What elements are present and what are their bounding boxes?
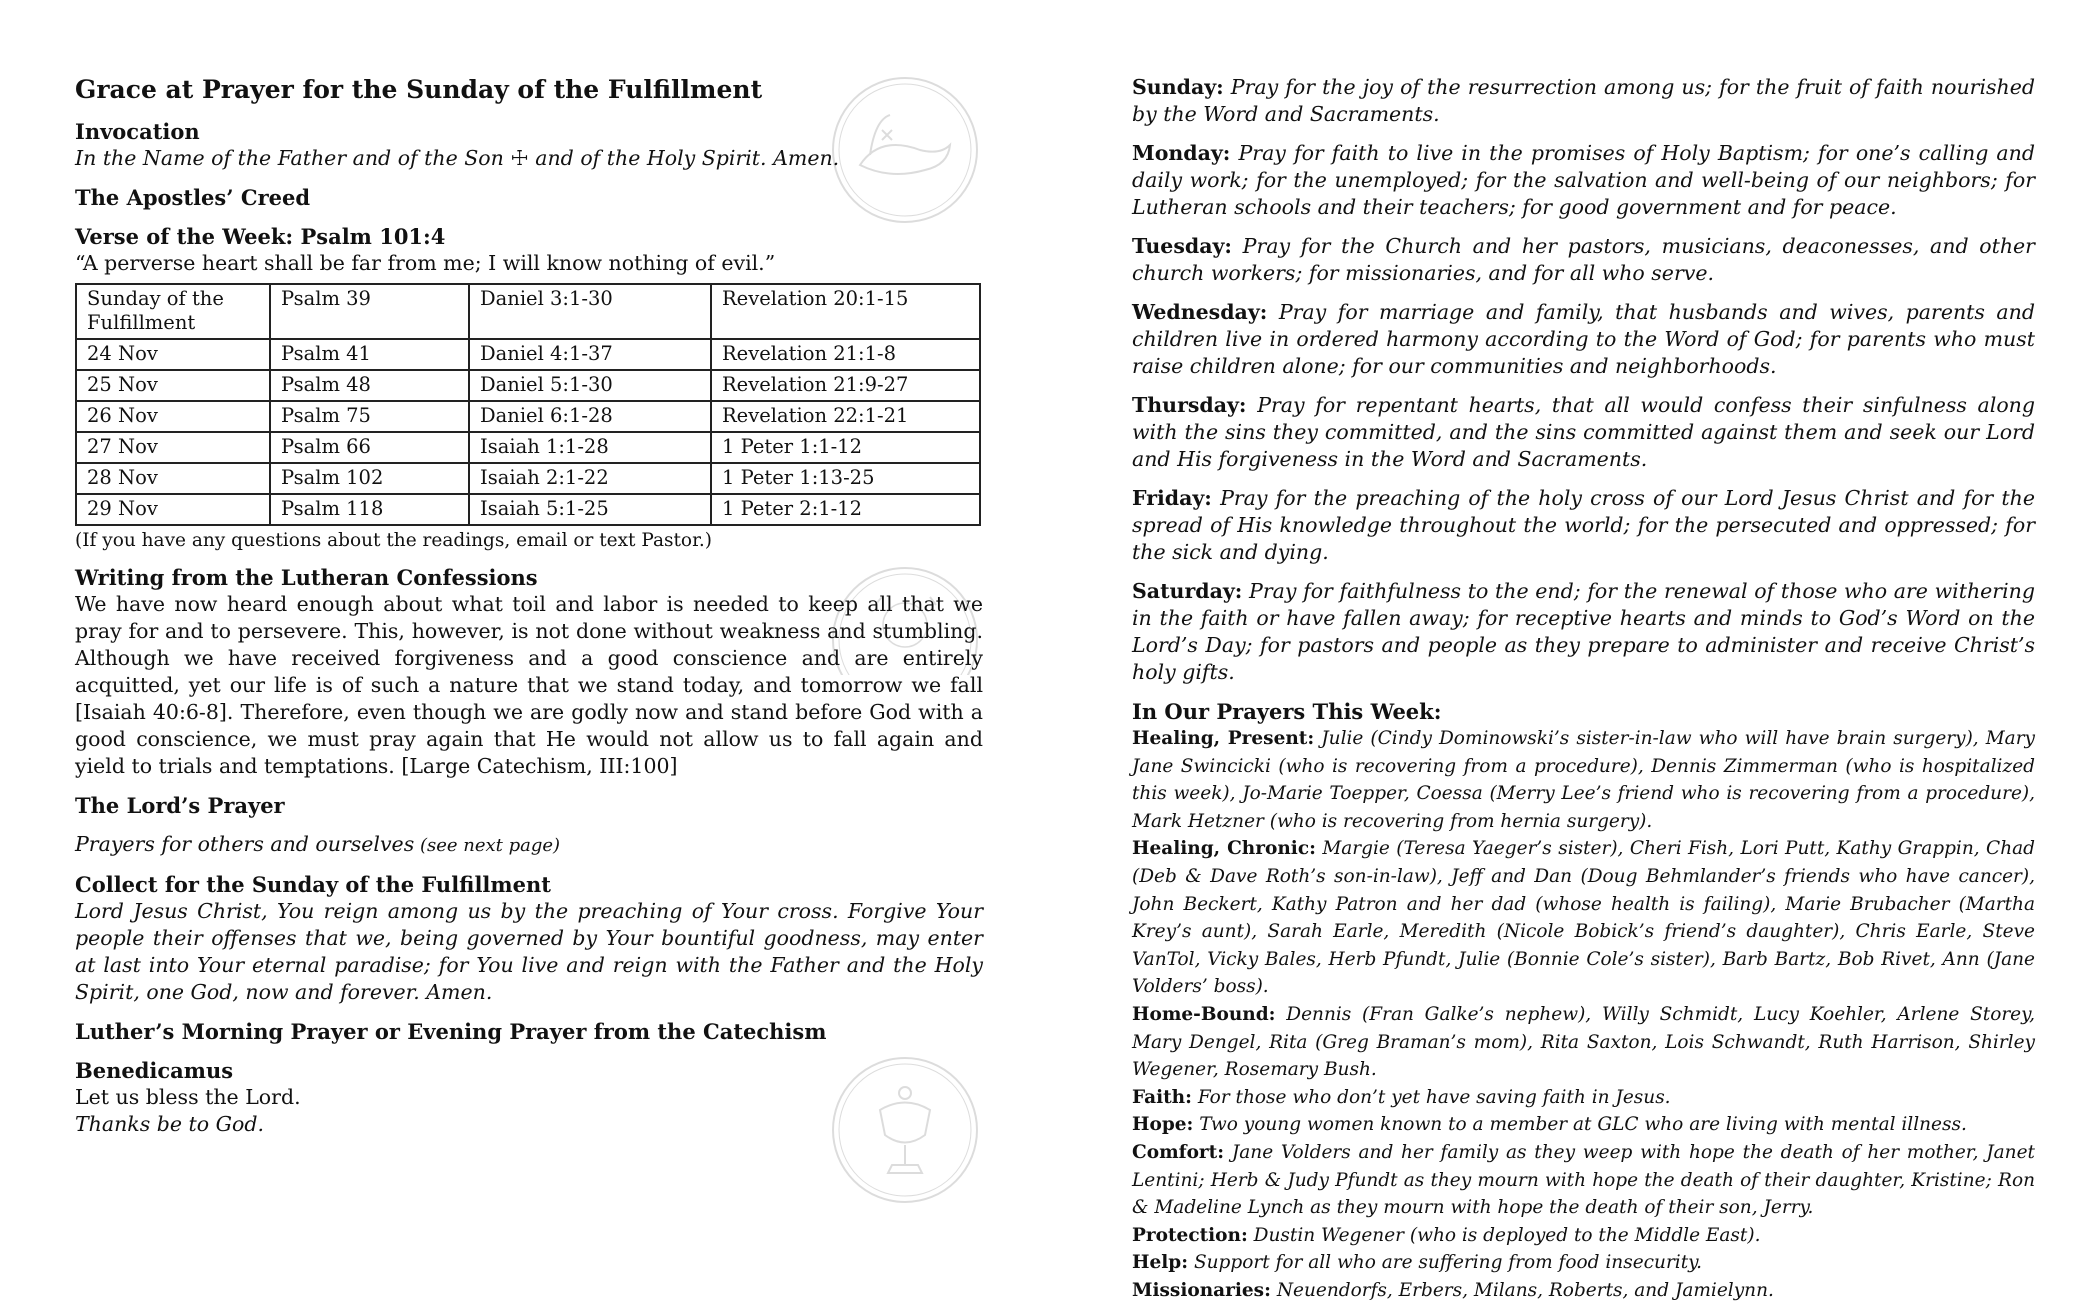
prayer-item [1132, 725, 2035, 835]
day-text: Pray for repentant hearts, that all would confess their sinfulness along with the sins they committed, and the sins committed against them and seek our Lord and His forgiveness in the Word and Sacraments. [1132, 393, 2035, 471]
page-title: Grace at Prayer for the Sunday of the Fulfillment [75, 75, 763, 104]
collect-heading: Collect for the Sunday of the Fulfillment [75, 872, 551, 897]
benedicamus-line-1: Let us bless the Lord. [75, 1085, 301, 1109]
table-cell: 28 Nov [76, 463, 270, 494]
prayer-item [1132, 1277, 2035, 1304]
readings-table [75, 283, 981, 526]
table-cell: Psalm 118 [270, 494, 469, 525]
table-cell: 29 Nov [76, 494, 270, 525]
prayer-label: Help: [1132, 1252, 1189, 1274]
table-row [76, 339, 980, 370]
day-prayer [1132, 233, 2035, 287]
day-prayer [1132, 578, 2035, 686]
prayer-text: Neuendorfs, Erbers, Milans, Roberts, and Jamielynn. [1276, 1279, 1774, 1301]
table-cell: Daniel 4:1-37 [469, 339, 711, 370]
table-row [76, 401, 980, 432]
day-prayer [1132, 485, 2035, 566]
prayer-label: Faith: [1132, 1086, 1192, 1108]
table-row [76, 370, 980, 401]
verse-text: “A perverse heart shall be far from me; I will know nothing of evil.” [75, 251, 776, 275]
prayer-item [1132, 1001, 2035, 1084]
prayers-line: Prayers for others and ourselves (see next page) [75, 832, 561, 856]
prayer-label: Home-Bound: [1132, 1003, 1276, 1025]
prayers-line-note: (see next page) [414, 835, 561, 856]
table-cell: Revelation 21:9-27 [711, 370, 980, 401]
table-cell: Psalm 66 [270, 432, 469, 463]
table-row [76, 494, 980, 525]
prayer-text: Jane Volders and her family as they weep with hope the death of her mother, Janet Lentini; Herb & Judy Pfundt as they mourn with hope the death of their daughter, Kristine; Ron & Madeline Lynch as they mourn with hope the death of their son, Jerry. [1132, 1141, 2035, 1219]
table-cell: Psalm 41 [270, 339, 469, 370]
cross-icon: ☩ [510, 146, 529, 170]
table-cell: Isaiah 5:1-25 [469, 494, 711, 525]
table-cell: 26 Nov [76, 401, 270, 432]
morning-prayer-heading: Luther’s Morning Prayer or Evening Prayer from the Catechism [75, 1019, 827, 1044]
table-cell: Psalm 75 [270, 401, 469, 432]
prayer-text: Dustin Wegener (who is deployed to the Middle East). [1253, 1224, 1761, 1246]
verse-heading: Verse of the Week: Psalm 101:4 [75, 224, 446, 249]
prayer-text: Support for all who are suffering from food insecurity. [1193, 1252, 1703, 1274]
day-text: Pray for the Church and her pastors, musicians, deaconesses, and other church workers; for missionaries, and for all who serve. [1132, 234, 2035, 285]
prayer-label: Missionaries: [1132, 1279, 1271, 1301]
table-cell: Revelation 20:1-15 [711, 284, 980, 339]
table-row [76, 432, 980, 463]
day-text: Pray for the joy of the resurrection among us; for the fruit of faith nourished by the Word and Sacraments. [1132, 75, 2035, 126]
day-prayer [1132, 299, 2035, 380]
table-cell: 24 Nov [76, 339, 270, 370]
prayer-item [1132, 1084, 2035, 1112]
prayer-text: Two young women known to a member at GLC who are living with mental illness. [1199, 1114, 1967, 1136]
invocation-heading: Invocation [75, 119, 200, 144]
table-cell: Revelation 22:1-21 [711, 401, 980, 432]
confessions-text: We have now heard enough about what toil and labor is needed to keep all that we pray for and to persevere. This, however, is not done without weakness and stumbling. Although we have received forgiveness and a good conscience and are entirely acquitted, yet our life is of such a nature that we stand today, and tomorrow we fall [Isaiah 40:6-8]. Therefore, even though we are godly now and stand before God with a good conscience, we must pray again that He would not allow us to fall again and yield to trials and temptations. [Large Catechism, III:100] [75, 592, 983, 778]
prayer-item [1132, 1139, 2035, 1222]
prayer-text: Julie (Cindy Dominowski’s sister-in-law who will have brain surgery), Mary Jane Swincicki (who is recovering from a procedure), Dennis Zimmerman (who is hospitalized this week), Jo-Marie Toepper, Coessa (Merry Lee’s friend who is recovering from a procedure), Mark Hetzner (who is recovering from hernia surgery). [1132, 728, 2035, 832]
table-cell: Daniel 5:1-30 [469, 370, 711, 401]
prayer-text: For those who don’t yet have saving faith in Jesus. [1197, 1086, 1671, 1108]
day-text: Pray for faith to live in the promises of Holy Baptism; for one’s calling and daily work; for the unemployed; for the salvation and well-being of our neighbors; for Lutheran schools and their teachers; for good government and for peace. [1132, 141, 2035, 219]
prayer-list [1132, 725, 2035, 1304]
day-label: Thursday: [1132, 393, 1247, 417]
day-label: Sunday: [1132, 75, 1224, 99]
creed-heading: The Apostles’ Creed [75, 185, 311, 210]
day-label: Wednesday: [1132, 300, 1268, 324]
prayer-item [1132, 1111, 2035, 1139]
confessions-heading: Writing from the Lutheran Confessions [75, 565, 538, 590]
table-cell: Daniel 3:1-30 [469, 284, 711, 339]
prayer-label: Healing, Present: [1132, 728, 1315, 749]
prayer-label: Comfort: [1132, 1141, 1225, 1163]
table-cell: 1 Peter 1:13-25 [711, 463, 980, 494]
day-label: Saturday: [1132, 579, 1243, 603]
day-prayer [1132, 74, 2035, 128]
table-cell: Psalm 102 [270, 463, 469, 494]
prayer-label: Protection: [1132, 1224, 1248, 1246]
table-cell: Revelation 21:1-8 [711, 339, 980, 370]
table-cell: Psalm 48 [270, 370, 469, 401]
invocation-text: In the Name of the Father and of the Son ☩ and of the Holy Spirit. Amen. [75, 146, 840, 170]
day-prayer [1132, 392, 2035, 473]
prayer-item [1132, 1249, 2035, 1277]
lords-prayer-heading: The Lord’s Prayer [75, 793, 285, 818]
right-column [1132, 74, 2035, 1304]
day-label: Friday: [1132, 486, 1212, 510]
prayers-heading: In Our Prayers This Week: [1132, 699, 1442, 724]
day-label: Tuesday: [1132, 234, 1232, 258]
left-column [75, 74, 983, 1138]
day-text: Pray for faithfulness to the end; for the renewal of those who are withering in the faith or have fallen away; for receptive hearts and minds to God’s Word on the Lord’s Day; for pastors and people as they prepare to administer and receive Christ’s holy gifts. [1132, 579, 2035, 684]
readings-note: (If you have any questions about the readings, email or text Pastor.) [75, 530, 712, 551]
table-cell: Daniel 6:1-28 [469, 401, 711, 432]
prayer-text: Dennis (Fran Galke’s nephew), Willy Schmidt, Lucy Koehler, Arlene Storey, Mary Dengel, Rita (Greg Braman’s mom), Rita Saxton, Lois Schwandt, Ruth Harrison, Shirley Wegener, Rosemary Bush. [1132, 1003, 2035, 1081]
benedicamus-heading: Benedicamus [75, 1058, 234, 1083]
prayer-label: Hope: [1132, 1114, 1194, 1136]
daily-prayers [1132, 74, 2035, 686]
prayer-text: Margie (Teresa Yaeger’s sister), Cheri Fish, Lori Putt, Kathy Grappin, Chad (Deb & Dave Roth’s son-in-law), Jeff and Dan (Doug Behmlander’s friends who have cancer), John Beckert, Kathy Patron and her dad (whose health is failing), Marie Brubacher (Martha Krey’s aunt), Sarah Earle, Meredith (Nicole Bobick’s friend’s daughter), Chris Earle, Steve VanTol, Vicky Bales, Herb Pfundt, Julie (Bonnie Cole’s sister), Barb Bartz, Bob Rivet, Ann (Jane Volders’ boss). [1132, 838, 2035, 998]
day-text: Pray for marriage and family, that husbands and wives, parents and children live in ordered harmony according to the Word of God; for parents who must raise children alone; for our communities and neighborhoods. [1132, 300, 2035, 378]
table-cell: Psalm 39 [270, 284, 469, 339]
day-prayer [1132, 140, 2035, 221]
table-cell: 1 Peter 1:1-12 [711, 432, 980, 463]
collect-text: Lord Jesus Christ, You reign among us by the preaching of Your cross. Forgive Your people their offenses that we, being governed by Your bountiful goodness, may enter at last into Your eternal paradise; for You live and reign with the Father and the Holy Spirit, one God, now and forever. Amen. [75, 899, 983, 1004]
table-cell: Isaiah 1:1-28 [469, 432, 711, 463]
table-row [76, 463, 980, 494]
prayer-item [1132, 835, 2035, 1001]
table-cell: 25 Nov [76, 370, 270, 401]
table-cell: 1 Peter 2:1-12 [711, 494, 980, 525]
table-cell: 27 Nov [76, 432, 270, 463]
table-row [76, 284, 980, 339]
table-cell: Isaiah 2:1-22 [469, 463, 711, 494]
benedicamus-line-2: Thanks be to God. [75, 1112, 264, 1136]
day-label: Monday: [1132, 141, 1231, 165]
prayer-item [1132, 1222, 2035, 1250]
day-text: Pray for the preaching of the holy cross of our Lord Jesus Christ and for the spread of His knowledge throughout the world; for the persecuted and oppressed; for the sick and dying. [1132, 486, 2035, 564]
table-cell: Sunday of the Fulfillment [76, 284, 270, 339]
prayer-label: Healing, Chronic: [1132, 838, 1316, 860]
